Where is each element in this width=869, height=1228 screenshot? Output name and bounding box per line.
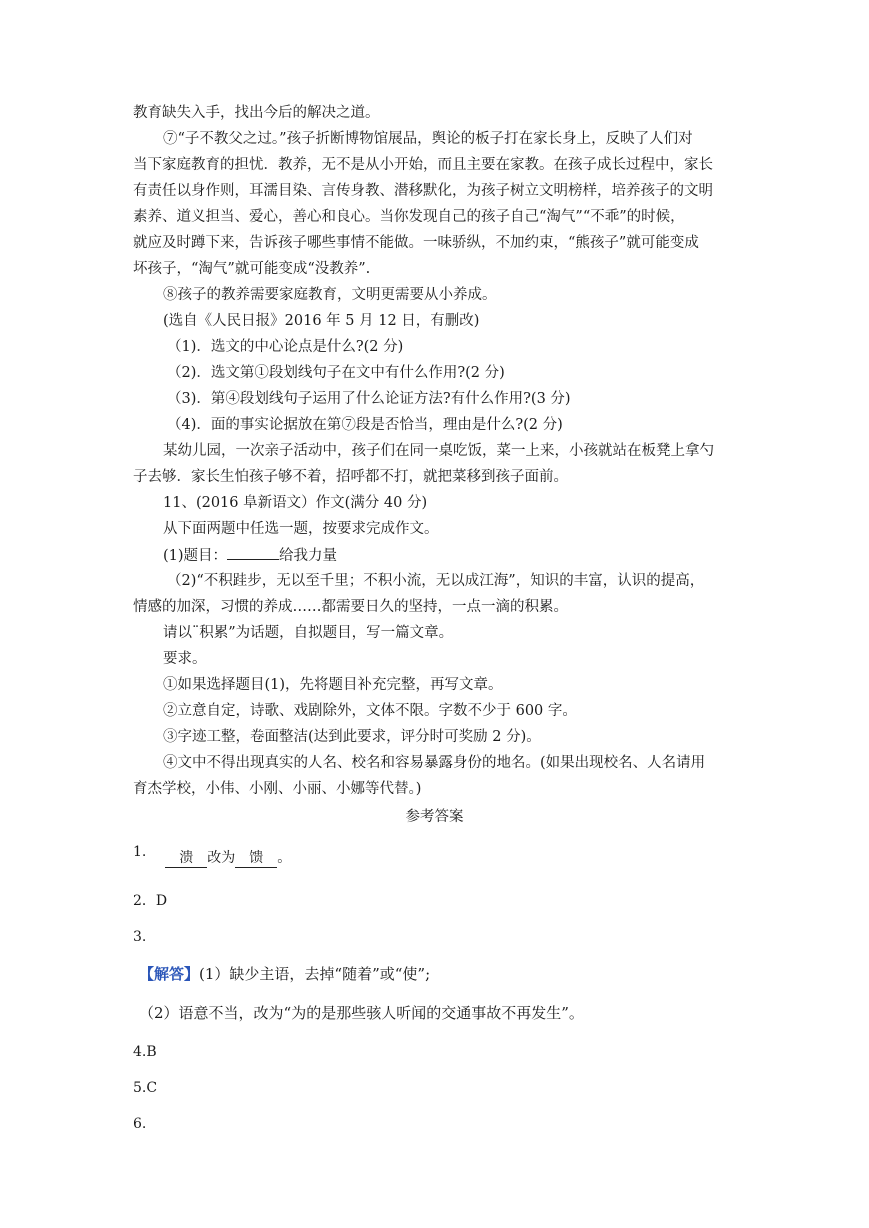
- answer-1-word-1: 溃: [165, 849, 207, 868]
- answer-3-line-2: （2）语意不当，改为“为的是那些骇人听闻的交通事故不再发生”。: [139, 1004, 584, 1022]
- topic-2-line-2: 情感的加深，习惯的养成……都需要日久的坚持，一点一滴的积累。: [133, 599, 568, 615]
- requirement-4: ④文中不得出现真实的人名、校名和容易暴露身份的地名。(如果出现校名、人名请用: [163, 755, 706, 771]
- topic-1-blank: [227, 545, 279, 560]
- question-4: （4)．面的事实论据放在第⑦段是否恰当，理由是什么?(2 分): [167, 417, 563, 433]
- topic-prompt: 请以¨积累”为话题，自拟题目，写一篇文章。: [163, 625, 454, 641]
- answer-6: 6.: [133, 1116, 147, 1132]
- question-3: （3)．第④段划线句子运用了什么论证方法?有什么作用?(3 分): [167, 391, 571, 407]
- para7-line-3: 有责任以身作则，耳濡目染、言传身教、潜移默化，为孩子树立文明榜样，培养孩子的文明: [133, 183, 713, 199]
- para8: ⑧孩子的教养需要家庭教育，文明更需要从小养成。: [163, 287, 497, 303]
- requirement-1: ①如果选择题目(1)，先将题目补充完整，再写文章。: [163, 677, 503, 693]
- question-2: （2)．选文第①段划线句子在文中有什么作用?(2 分): [167, 365, 505, 381]
- para7-line-5: 就应及时蹲下来，告诉孩子哪些事情不能做。一味骄纵，不加约束，“熊孩子”就可能变成: [133, 235, 699, 251]
- answer-1-number: 1.: [133, 844, 147, 860]
- answer-1-end: 。: [277, 850, 292, 866]
- answer-1-mid: 改为: [207, 850, 236, 866]
- answer-1: [133, 844, 292, 868]
- question-11-instruction: 从下面两题中任选一题，按要求完成作文。: [163, 521, 439, 537]
- question-1: （1)．选文的中心论点是什么?(2 分): [167, 339, 404, 355]
- para7-line-1: ⑦“子不教父之过。”孩子折断博物馆展品，舆论的板子打在家长身上，反映了人们对: [163, 131, 693, 147]
- topic-1: [163, 545, 337, 566]
- para7-line-2: 当下家庭教育的担忧．教养，无不是从小开始，而且主要在家教。在孩子成长过程中，家长: [133, 157, 713, 173]
- requirement-4-cont: 育杰学校，小伟、小刚、小丽、小娜等代替。): [133, 781, 422, 797]
- topic-1-suffix: 给我力量: [279, 548, 338, 564]
- answer-heading: 参考答案: [405, 809, 464, 825]
- answer-1-word-2: 馈: [235, 849, 277, 868]
- answer-3-line-1: [139, 964, 430, 984]
- answer-tag: 【解答】: [139, 965, 200, 983]
- topic-1-prefix: (1)题目：: [163, 548, 228, 564]
- answer-4: 4.B: [133, 1044, 157, 1060]
- para7-line-4: 素养、道义担当、爱心，善心和良心。当你发现自己的孩子自己“淘气”“不乖”的时候，: [133, 209, 685, 225]
- topic-2-line-1: （2)“不积跬步，无以至千里；不积小流，无以成江海”，知识的丰富，认识的提高，: [167, 573, 705, 589]
- answer-3: 3.: [133, 929, 147, 945]
- para7-line-6: 坏孩子，“淘气”就可能变成“没教养”.: [133, 261, 371, 277]
- requirements-title: 要求。: [163, 651, 207, 667]
- source-note: (选自《人民日报》2016 年 5 月 12 日，有删改): [163, 313, 480, 329]
- answer-2: 2．D: [133, 893, 168, 909]
- essay-intro-end: 教育缺失入手，找出今后的解决之道。: [133, 105, 380, 121]
- fact-line-1: 某幼儿园，一次亲子活动中，孩子们在同一桌吃饭，菜一上来，小孩就站在板凳上拿勺: [163, 443, 714, 459]
- answer-5: 5.C: [133, 1080, 158, 1096]
- fact-line-2: 子去够．家长生怕孩子够不着，招呼都不打，就把菜移到孩子面前。: [133, 469, 568, 485]
- answer-3-part-1: (1）缺少主语，去掉“随着”或“使”;: [199, 965, 431, 983]
- question-11: 11、(2016 阜新语文）作文(满分 40 分): [163, 495, 428, 511]
- requirement-3: ③字迹工整，卷面整洁(达到此要求，评分时可奖励 2 分)。: [163, 729, 541, 745]
- requirement-2: ②立意自定，诗歌、戏剧除外，文体不限。字数不少于 600 字。: [163, 703, 577, 719]
